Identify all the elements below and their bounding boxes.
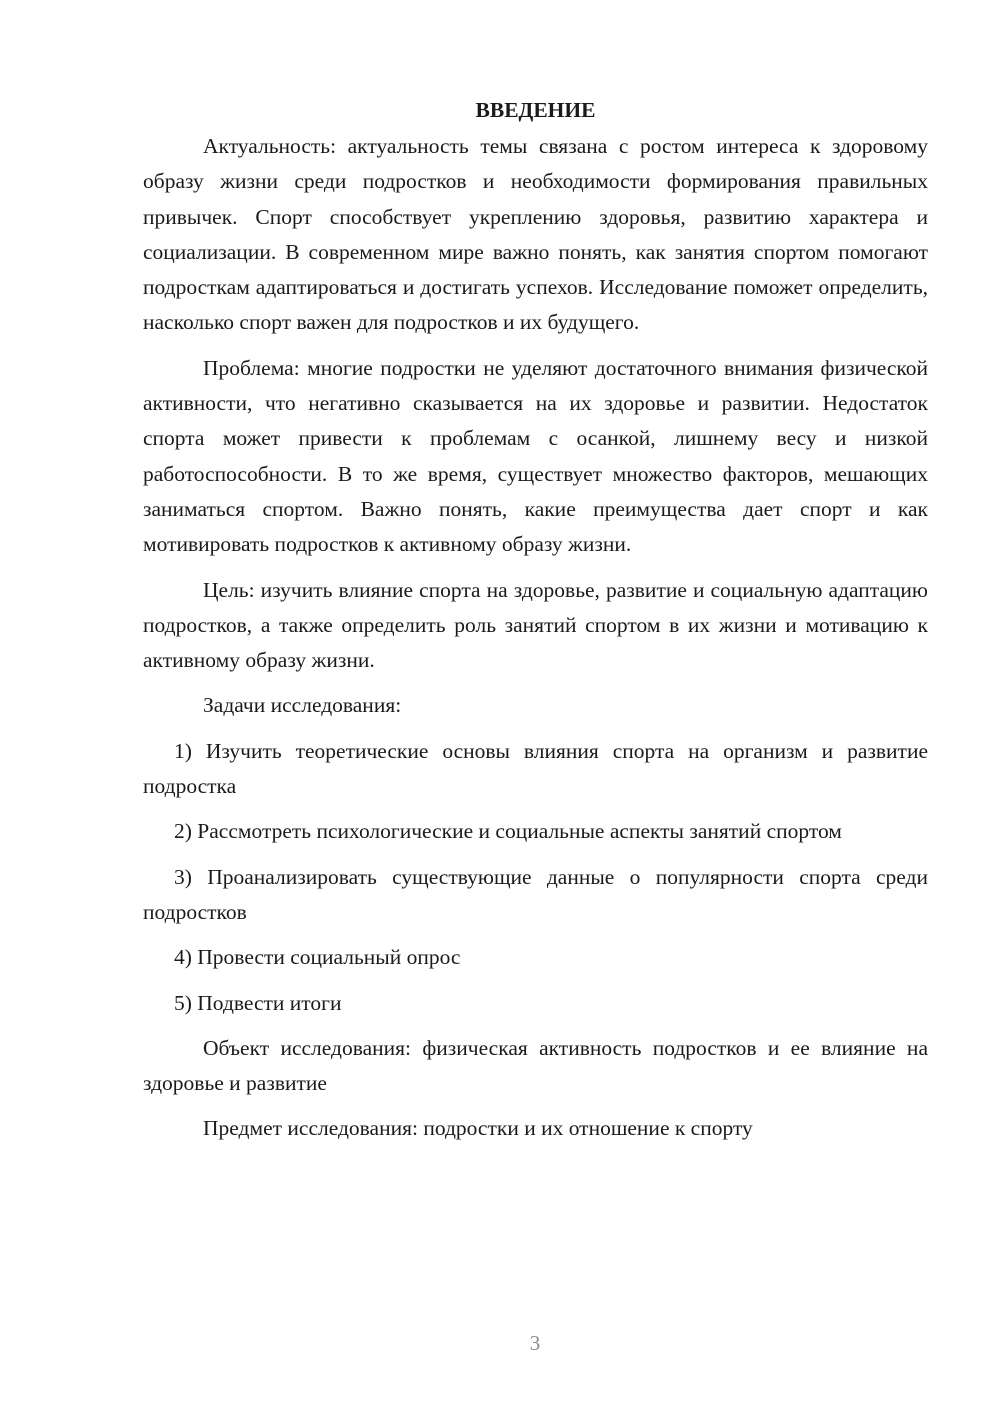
tasks-list [143, 734, 928, 1021]
document-page [143, 94, 928, 1157]
task-item: 3) Проанализировать существующие данные о популярности спорта среди подростков [143, 864, 928, 924]
task-item: 4) Провести социальный опрос [174, 945, 461, 970]
object-paragraph: Объект исследования: физическая активность подростков и ее влияние на здоровье и развитие [143, 1035, 928, 1096]
task-item: 1) Изучить теоретические основы влияния спорта на организм и развитие подростка [143, 738, 928, 799]
task-item: 5) Подвести итоги [174, 990, 342, 1015]
tasks-heading: Задачи исследования: [203, 693, 402, 718]
goal-paragraph: Цель: изучить влияние спорта на здоровье, развитие и социальную адаптацию подростков, а также определить роль занятий спортом в их жизни и мотивацию к активному образу жизни. [143, 577, 928, 673]
section-heading: ВВЕДЕНИЕ [475, 98, 596, 122]
relevance-paragraph: Актуальность: актуальность темы связана с ростом интереса к здоровому образу жизни среди подростков и необходимости формирования правильных привычек. Спорт способствует укреплению здоровья, развитию характера и социализации. В современном мире важно понять, как занятия спортом помогают подросткам адаптироваться и достигать успехов. Исследование поможет определить, насколько спорт важен для подростков и их будущего. [143, 134, 928, 335]
page-number: 3 [529, 1331, 541, 1355]
problem-paragraph: Проблема: многие подростки не уделяют достаточного внимания физической активности, что негативно сказывается на их здоровье и развитии. Недостаток спорта может привести к проблемам с осанкой, лишнему весу и низкой работоспособности. В то же время, существует множество факторов, мешающих заниматься спортом. Важно понять, какие преимущества дает спорт и как мотивировать подростков к активному образу жизни. [143, 355, 928, 557]
task-item: 2) Рассмотреть психологические и социальные аспекты занятий спортом [174, 819, 842, 844]
subject-paragraph: Предмет исследования: подростки и их отношение к спорту [203, 1116, 753, 1141]
